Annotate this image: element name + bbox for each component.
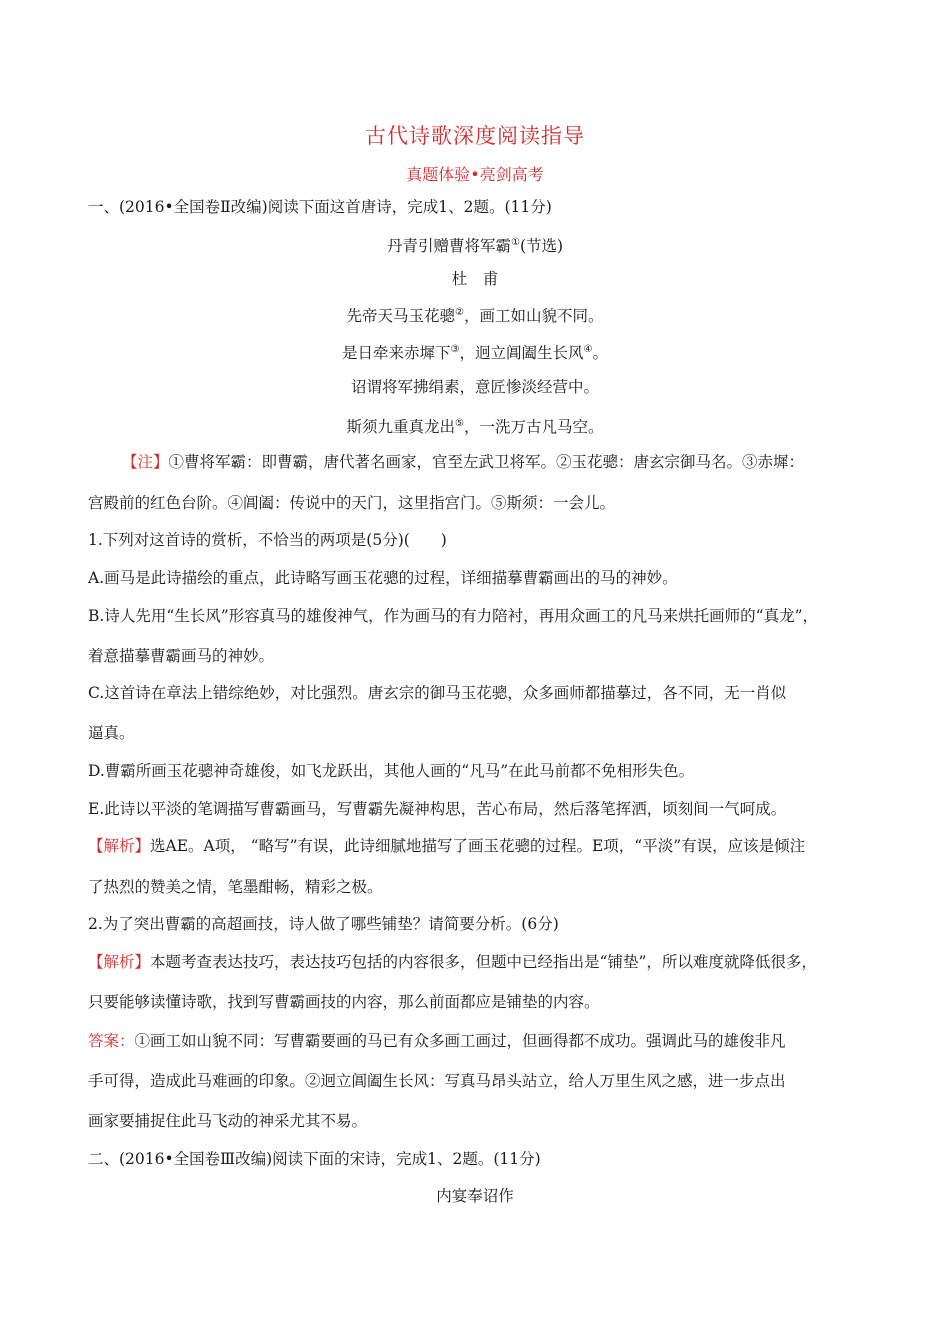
option-c: C.这首诗在章法上错综绝妙，对比强烈。唐玄宗的御马玉花骢，众多画师都描摹过，各不同，无一肖似 bbox=[88, 684, 787, 702]
analysis-1: 【解析】选AE。A项， “略写”有误，此诗细腻地描写了画玉花骢的过程。E项，“平淡”有误，应该是倾注 bbox=[88, 837, 806, 855]
page-title: 古代诗歌深度阅读指导 bbox=[365, 124, 585, 148]
poem-line-3: 诏谓将军拂绢素，意匠惨淡经营中。 bbox=[350, 378, 599, 396]
analysis-2: 【解析】本题考查表达技巧，表达技巧包括的内容很多，但题中已经指出是“铺垫”，所以难度就降低很多， bbox=[88, 953, 817, 971]
option-b: B.诗人先用“生长风”形容真马的雄俊神气，作为画马的有力陪衬，再用众画工的凡马来烘托画师的“真龙”， bbox=[88, 607, 819, 625]
note-label: 【注】 bbox=[122, 453, 169, 471]
analysis-2-continuation: 只要能够读懂诗歌，找到写曹霸画技的内容，那么前面都应是铺垫的内容。 bbox=[88, 993, 600, 1011]
note-continuation: 宫殿前的红色台阶。④阊阖：传说中的天门，这里指宫门。⑤斯须：一会儿。 bbox=[88, 494, 616, 512]
answer-continuation-1: 手可得，造成此马难画的印象。②迥立阊阖生长风：写真马昂头站立，给人万里生风之感，进一步点出 bbox=[88, 1072, 786, 1090]
answer-label: 答案： bbox=[88, 1032, 135, 1050]
analysis-1-continuation: 了热烈的赞美之情，笔墨酣畅，精彩之极。 bbox=[88, 878, 383, 896]
option-c-continuation: 逼真。 bbox=[88, 724, 135, 742]
question-2: 2.为了突出曹霸的高超画技，诗人做了哪些铺垫？请简要分析。(6分) bbox=[88, 915, 559, 933]
poem-author: 杜 甫 bbox=[451, 270, 499, 288]
option-b-continuation: 着意描摹曹霸画马的神妙。 bbox=[88, 647, 275, 665]
answer-continuation-2: 画家要捕捉住此马飞动的神采尤其不易。 bbox=[88, 1112, 368, 1130]
poem-2-title: 内宴奉诏作 bbox=[436, 1187, 514, 1205]
poem-line-4: 斯须九重真龙出⑤，一洗万古凡马空。 bbox=[346, 418, 604, 437]
poem-line-1: 先帝天马玉花骢②，画工如山貌不同。 bbox=[346, 307, 604, 326]
section-two-intro: 二、(2016•全国卷Ⅲ改编)阅读下面的宋诗，完成1、2题。(11分) bbox=[88, 1150, 541, 1168]
section-one-intro: 一、(2016•全国卷Ⅱ改编)阅读下面这首唐诗，完成1、2题。(11分) bbox=[88, 198, 552, 216]
analysis-label: 【解析】 bbox=[88, 953, 151, 971]
question-1: 1.下列对这首诗的赏析，不恰当的两项是(5分)( ) bbox=[88, 531, 447, 549]
option-a: A.画马是此诗描绘的重点，此诗略写画玉花骢的过程，详细描摹曹霸画出的马的神妙。 bbox=[88, 569, 678, 587]
option-d: D.曹霸所画玉花骢神奇雄俊，如飞龙跃出，其他人画的“凡马”在此马前都不免相形失色。 bbox=[88, 762, 695, 780]
note-paragraph: 【注】①曹将军霸：即曹霸，唐代著名画家，官至左武卫将军。②玉花骢：唐玄宗御马名。③赤墀： bbox=[122, 453, 805, 471]
answer: 答案：①画工如山貌不同：写曹霸要画的马已有众多画工画过，但画得都不成功。强调此马的雄俊非凡 bbox=[88, 1032, 786, 1050]
analysis-label: 【解析】 bbox=[88, 837, 151, 855]
poem-line-2: 是日牵来赤墀下③，迥立阊阖生长风④。 bbox=[342, 344, 608, 363]
page-subtitle: 真题体验•亮剑高考 bbox=[406, 165, 544, 184]
option-e: E.此诗以平淡的笔调描写曹霸画马，写曹霸先凝神构思，苦心布局，然后落笔挥洒，顷刻间一气呵成。 bbox=[88, 800, 787, 818]
poem-title: 丹青引赠曹将军霸①(节选) bbox=[386, 237, 564, 256]
